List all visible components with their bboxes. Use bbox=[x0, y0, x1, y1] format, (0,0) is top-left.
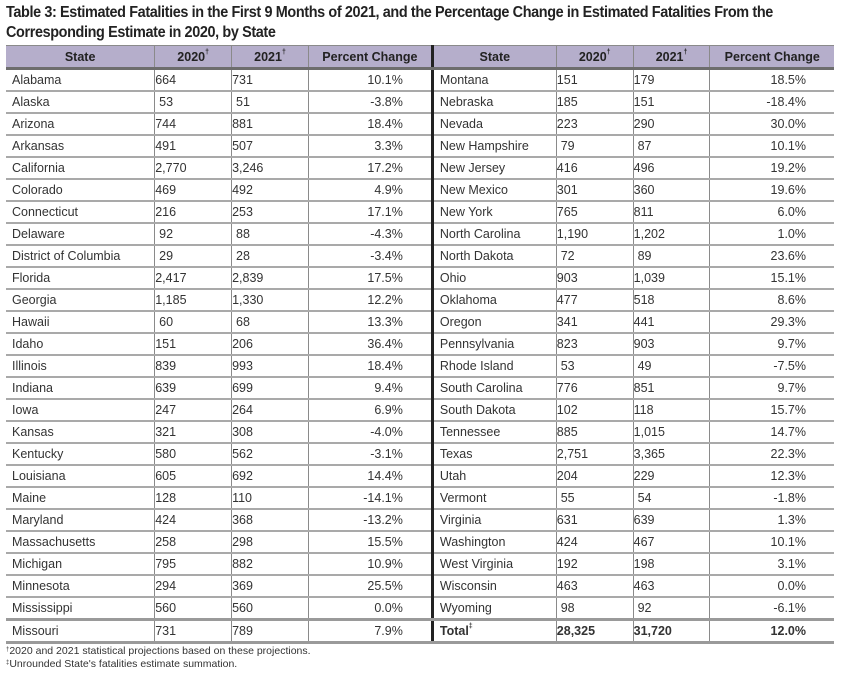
value-2021-cell: 467 bbox=[633, 531, 710, 553]
percent-change-cell: -1.8% bbox=[710, 487, 834, 509]
value-2020-cell: 424 bbox=[556, 531, 633, 553]
state-cell: Vermont bbox=[432, 487, 556, 509]
percent-change-cell: 17.2% bbox=[308, 157, 432, 179]
value-2021-cell: 492 bbox=[232, 179, 309, 201]
value-2020-cell: 469 bbox=[155, 179, 232, 201]
value-2020-cell: 294 bbox=[155, 575, 232, 597]
value-2021-cell: 881 bbox=[232, 113, 309, 135]
value-2020-cell: 560 bbox=[155, 597, 232, 620]
value-2021-cell: 110 bbox=[232, 487, 309, 509]
percent-change-cell: -18.4% bbox=[710, 91, 834, 113]
percent-change-cell: 36.4% bbox=[308, 333, 432, 355]
value-2020-cell: 60 bbox=[155, 311, 232, 333]
value-2021-cell: 3,365 bbox=[633, 443, 710, 465]
value-2021-cell: 692 bbox=[232, 465, 309, 487]
percent-change-cell: 10.1% bbox=[308, 69, 432, 92]
value-2021-cell: 463 bbox=[633, 575, 710, 597]
percent-change-cell: 1.0% bbox=[710, 223, 834, 245]
value-2021-cell: 88 bbox=[232, 223, 309, 245]
percent-change-cell: 13.3% bbox=[308, 311, 432, 333]
value-2021-cell: 1,039 bbox=[633, 267, 710, 289]
state-cell: North Carolina bbox=[432, 223, 556, 245]
value-2020-cell: 731 bbox=[155, 620, 232, 643]
value-2020-cell: 823 bbox=[556, 333, 633, 355]
state-cell: Total‡ bbox=[432, 620, 556, 643]
state-cell: Montana bbox=[432, 69, 556, 92]
state-cell: Pennsylvania bbox=[432, 333, 556, 355]
percent-change-cell: 4.9% bbox=[308, 179, 432, 201]
percent-change-cell: 9.7% bbox=[710, 333, 834, 355]
value-2020-cell: 247 bbox=[155, 399, 232, 421]
value-2021-cell: 882 bbox=[232, 553, 309, 575]
footnotes bbox=[6, 645, 311, 671]
value-2020-cell: 463 bbox=[556, 575, 633, 597]
value-2021-cell: 179 bbox=[633, 69, 710, 92]
value-2020-cell: 1,185 bbox=[155, 289, 232, 311]
state-cell: Hawaii bbox=[6, 311, 155, 333]
state-cell: New York bbox=[432, 201, 556, 223]
value-2020-cell: 631 bbox=[556, 509, 633, 531]
state-cell: Arkansas bbox=[6, 135, 155, 157]
state-cell: Maine bbox=[6, 487, 155, 509]
value-2020-cell: 92 bbox=[155, 223, 232, 245]
state-cell: Maryland bbox=[6, 509, 155, 531]
value-2020-cell: 321 bbox=[155, 421, 232, 443]
state-cell: Kansas bbox=[6, 421, 155, 443]
state-cell: South Carolina bbox=[432, 377, 556, 399]
state-cell: Utah bbox=[432, 465, 556, 487]
value-2020-cell: 744 bbox=[155, 113, 232, 135]
value-2020-cell: 223 bbox=[556, 113, 633, 135]
value-2021-cell: 562 bbox=[232, 443, 309, 465]
table-row bbox=[6, 113, 834, 135]
value-2021-cell: 496 bbox=[633, 157, 710, 179]
table-row bbox=[6, 267, 834, 289]
percent-change-cell: 30.0% bbox=[710, 113, 834, 135]
value-2021-cell: 731 bbox=[232, 69, 309, 92]
percent-change-cell: 29.3% bbox=[710, 311, 834, 333]
value-2021-cell: 903 bbox=[633, 333, 710, 355]
state-cell: Nevada bbox=[432, 113, 556, 135]
percent-change-cell: 6.9% bbox=[308, 399, 432, 421]
state-cell: South Dakota bbox=[432, 399, 556, 421]
value-2020-cell: 2,770 bbox=[155, 157, 232, 179]
table-row bbox=[6, 421, 834, 443]
value-2021-cell: 369 bbox=[232, 575, 309, 597]
header-row bbox=[6, 46, 834, 69]
header-2021: 2021† bbox=[633, 46, 710, 69]
value-2021-cell: 441 bbox=[633, 311, 710, 333]
value-2020-cell: 151 bbox=[155, 333, 232, 355]
state-cell: Wisconsin bbox=[432, 575, 556, 597]
percent-change-cell: -13.2% bbox=[308, 509, 432, 531]
header-2021: 2021† bbox=[232, 46, 309, 69]
value-2021-cell: 368 bbox=[232, 509, 309, 531]
value-2020-cell: 79 bbox=[556, 135, 633, 157]
table-row bbox=[6, 355, 834, 377]
percent-change-cell: 9.4% bbox=[308, 377, 432, 399]
state-cell: New Jersey bbox=[432, 157, 556, 179]
value-2021-cell: 68 bbox=[232, 311, 309, 333]
percent-change-cell: 17.5% bbox=[308, 267, 432, 289]
header-2020: 2020† bbox=[556, 46, 633, 69]
percent-change-cell: 3.1% bbox=[710, 553, 834, 575]
state-cell: California bbox=[6, 157, 155, 179]
percent-change-cell: 19.6% bbox=[710, 179, 834, 201]
table-row bbox=[6, 69, 834, 92]
state-cell: Texas bbox=[432, 443, 556, 465]
table-row bbox=[6, 245, 834, 267]
state-cell: Missouri bbox=[6, 620, 155, 643]
percent-change-cell: 3.3% bbox=[308, 135, 432, 157]
state-cell: West Virginia bbox=[432, 553, 556, 575]
percent-change-cell: -4.0% bbox=[308, 421, 432, 443]
table-row bbox=[6, 620, 834, 643]
state-cell: Virginia bbox=[432, 509, 556, 531]
state-cell: Oregon bbox=[432, 311, 556, 333]
header-percent-change: Percent Change bbox=[308, 46, 432, 69]
percent-change-cell: 8.6% bbox=[710, 289, 834, 311]
percent-change-cell: 12.3% bbox=[710, 465, 834, 487]
value-2020-cell: 53 bbox=[556, 355, 633, 377]
percent-change-cell: 15.7% bbox=[710, 399, 834, 421]
value-2021-cell: 1,015 bbox=[633, 421, 710, 443]
state-cell: Connecticut bbox=[6, 201, 155, 223]
header-percent-change: Percent Change bbox=[710, 46, 834, 69]
percent-change-cell: -3.8% bbox=[308, 91, 432, 113]
value-2021-cell: 308 bbox=[232, 421, 309, 443]
value-2021-cell: 28 bbox=[232, 245, 309, 267]
value-2020-cell: 301 bbox=[556, 179, 633, 201]
table-row bbox=[6, 311, 834, 333]
percent-change-cell: 1.3% bbox=[710, 509, 834, 531]
percent-change-cell: 0.0% bbox=[308, 597, 432, 620]
value-2021-cell: 89 bbox=[633, 245, 710, 267]
value-2021-cell: 31,720 bbox=[633, 620, 710, 643]
table-title: Table 3: Estimated Fatalities in the First 9 Months of 2021, and the Percentage Change in Estimated Fatalities From the Corresponding Estimate in 2020, by State bbox=[6, 4, 773, 41]
state-cell: District of Columbia bbox=[6, 245, 155, 267]
value-2020-cell: 776 bbox=[556, 377, 633, 399]
value-2020-cell: 477 bbox=[556, 289, 633, 311]
percent-change-cell: -6.1% bbox=[710, 597, 834, 620]
percent-change-cell: 0.0% bbox=[710, 575, 834, 597]
percent-change-cell: 25.5% bbox=[308, 575, 432, 597]
state-cell: Ohio bbox=[432, 267, 556, 289]
percent-change-cell: -3.1% bbox=[308, 443, 432, 465]
value-2021-cell: 51 bbox=[232, 91, 309, 113]
state-cell: North Dakota bbox=[432, 245, 556, 267]
state-cell: Illinois bbox=[6, 355, 155, 377]
value-2021-cell: 253 bbox=[232, 201, 309, 223]
value-2020-cell: 416 bbox=[556, 157, 633, 179]
table-row bbox=[6, 597, 834, 620]
value-2021-cell: 151 bbox=[633, 91, 710, 113]
fatalities-table bbox=[6, 45, 834, 644]
value-2020-cell: 424 bbox=[155, 509, 232, 531]
state-cell: Florida bbox=[6, 267, 155, 289]
value-2020-cell: 1,190 bbox=[556, 223, 633, 245]
state-cell: Indiana bbox=[6, 377, 155, 399]
value-2021-cell: 507 bbox=[232, 135, 309, 157]
state-cell: New Mexico bbox=[432, 179, 556, 201]
value-2020-cell: 185 bbox=[556, 91, 633, 113]
value-2020-cell: 102 bbox=[556, 399, 633, 421]
value-2020-cell: 639 bbox=[155, 377, 232, 399]
state-cell: Wyoming bbox=[432, 597, 556, 620]
value-2020-cell: 53 bbox=[155, 91, 232, 113]
value-2020-cell: 192 bbox=[556, 553, 633, 575]
state-cell: Nebraska bbox=[432, 91, 556, 113]
value-2021-cell: 1,330 bbox=[232, 289, 309, 311]
percent-change-cell: 19.2% bbox=[710, 157, 834, 179]
percent-change-cell: 15.1% bbox=[710, 267, 834, 289]
value-2020-cell: 29 bbox=[155, 245, 232, 267]
value-2021-cell: 1,202 bbox=[633, 223, 710, 245]
state-cell: Rhode Island bbox=[432, 355, 556, 377]
table-row bbox=[6, 223, 834, 245]
value-2020-cell: 128 bbox=[155, 487, 232, 509]
percent-change-cell: 14.4% bbox=[308, 465, 432, 487]
value-2020-cell: 258 bbox=[155, 531, 232, 553]
state-cell: Alabama bbox=[6, 69, 155, 92]
percent-change-cell: 18.4% bbox=[308, 113, 432, 135]
value-2021-cell: 789 bbox=[232, 620, 309, 643]
table-row bbox=[6, 289, 834, 311]
value-2021-cell: 229 bbox=[633, 465, 710, 487]
value-2021-cell: 118 bbox=[633, 399, 710, 421]
state-cell: Alaska bbox=[6, 91, 155, 113]
percent-change-cell: -14.1% bbox=[308, 487, 432, 509]
value-2021-cell: 290 bbox=[633, 113, 710, 135]
value-2021-cell: 2,839 bbox=[232, 267, 309, 289]
table-row bbox=[6, 377, 834, 399]
state-cell: New Hampshire bbox=[432, 135, 556, 157]
value-2021-cell: 811 bbox=[633, 201, 710, 223]
value-2020-cell: 839 bbox=[155, 355, 232, 377]
state-cell: Washington bbox=[432, 531, 556, 553]
value-2020-cell: 28,325 bbox=[556, 620, 633, 643]
state-cell: Colorado bbox=[6, 179, 155, 201]
state-cell: Louisiana bbox=[6, 465, 155, 487]
value-2021-cell: 560 bbox=[232, 597, 309, 620]
state-cell: Mississippi bbox=[6, 597, 155, 620]
value-2021-cell: 639 bbox=[633, 509, 710, 531]
value-2021-cell: 264 bbox=[232, 399, 309, 421]
state-cell: Georgia bbox=[6, 289, 155, 311]
table-row bbox=[6, 91, 834, 113]
state-cell: Michigan bbox=[6, 553, 155, 575]
value-2021-cell: 518 bbox=[633, 289, 710, 311]
percent-change-cell: 10.1% bbox=[710, 135, 834, 157]
table-row bbox=[6, 465, 834, 487]
value-2020-cell: 216 bbox=[155, 201, 232, 223]
value-2021-cell: 87 bbox=[633, 135, 710, 157]
percent-change-cell: 6.0% bbox=[710, 201, 834, 223]
percent-change-cell: -3.4% bbox=[308, 245, 432, 267]
percent-change-cell: -4.3% bbox=[308, 223, 432, 245]
value-2021-cell: 49 bbox=[633, 355, 710, 377]
table-row bbox=[6, 399, 834, 421]
table-row bbox=[6, 509, 834, 531]
value-2020-cell: 98 bbox=[556, 597, 633, 620]
header-state: State bbox=[432, 46, 556, 69]
value-2020-cell: 2,751 bbox=[556, 443, 633, 465]
percent-change-cell: 10.1% bbox=[710, 531, 834, 553]
value-2021-cell: 198 bbox=[633, 553, 710, 575]
state-cell: Iowa bbox=[6, 399, 155, 421]
value-2021-cell: 92 bbox=[633, 597, 710, 620]
table-row bbox=[6, 443, 834, 465]
value-2021-cell: 206 bbox=[232, 333, 309, 355]
percent-change-cell: 18.5% bbox=[710, 69, 834, 92]
table-row bbox=[6, 179, 834, 201]
percent-change-cell: 17.1% bbox=[308, 201, 432, 223]
table-row bbox=[6, 531, 834, 553]
value-2021-cell: 54 bbox=[633, 487, 710, 509]
percent-change-cell: 23.6% bbox=[710, 245, 834, 267]
percent-change-cell: 12.0% bbox=[710, 620, 834, 643]
table-row bbox=[6, 157, 834, 179]
value-2020-cell: 151 bbox=[556, 69, 633, 92]
state-cell: Delaware bbox=[6, 223, 155, 245]
percent-change-cell: 7.9% bbox=[308, 620, 432, 643]
value-2021-cell: 851 bbox=[633, 377, 710, 399]
table-row bbox=[6, 487, 834, 509]
value-2021-cell: 298 bbox=[232, 531, 309, 553]
state-cell: Minnesota bbox=[6, 575, 155, 597]
state-cell: Idaho bbox=[6, 333, 155, 355]
percent-change-cell: 10.9% bbox=[308, 553, 432, 575]
value-2020-cell: 55 bbox=[556, 487, 633, 509]
footnote: ‡Unrounded State's fatalities estimate summation. bbox=[6, 658, 238, 670]
value-2020-cell: 72 bbox=[556, 245, 633, 267]
state-cell: Massachusetts bbox=[6, 531, 155, 553]
state-cell: Oklahoma bbox=[432, 289, 556, 311]
value-2021-cell: 993 bbox=[232, 355, 309, 377]
percent-change-cell: 18.4% bbox=[308, 355, 432, 377]
value-2020-cell: 341 bbox=[556, 311, 633, 333]
value-2020-cell: 903 bbox=[556, 267, 633, 289]
state-cell: Kentucky bbox=[6, 443, 155, 465]
value-2020-cell: 885 bbox=[556, 421, 633, 443]
value-2020-cell: 765 bbox=[556, 201, 633, 223]
value-2021-cell: 699 bbox=[232, 377, 309, 399]
value-2020-cell: 491 bbox=[155, 135, 232, 157]
table-row bbox=[6, 553, 834, 575]
value-2020-cell: 204 bbox=[556, 465, 633, 487]
table-row bbox=[6, 135, 834, 157]
state-cell: Arizona bbox=[6, 113, 155, 135]
footnote: †2020 and 2021 statistical projections based on these projections. bbox=[6, 645, 311, 657]
value-2020-cell: 2,417 bbox=[155, 267, 232, 289]
percent-change-cell: 22.3% bbox=[710, 443, 834, 465]
value-2021-cell: 3,246 bbox=[232, 157, 309, 179]
percent-change-cell: 14.7% bbox=[710, 421, 834, 443]
value-2020-cell: 580 bbox=[155, 443, 232, 465]
percent-change-cell: 9.7% bbox=[710, 377, 834, 399]
header-state: State bbox=[6, 46, 155, 69]
value-2020-cell: 664 bbox=[155, 69, 232, 92]
table-row bbox=[6, 575, 834, 597]
table-row bbox=[6, 201, 834, 223]
table-row bbox=[6, 333, 834, 355]
value-2021-cell: 360 bbox=[633, 179, 710, 201]
percent-change-cell: 15.5% bbox=[308, 531, 432, 553]
value-2020-cell: 795 bbox=[155, 553, 232, 575]
percent-change-cell: -7.5% bbox=[710, 355, 834, 377]
header-2020: 2020† bbox=[155, 46, 232, 69]
state-cell: Tennessee bbox=[432, 421, 556, 443]
value-2020-cell: 605 bbox=[155, 465, 232, 487]
percent-change-cell: 12.2% bbox=[308, 289, 432, 311]
